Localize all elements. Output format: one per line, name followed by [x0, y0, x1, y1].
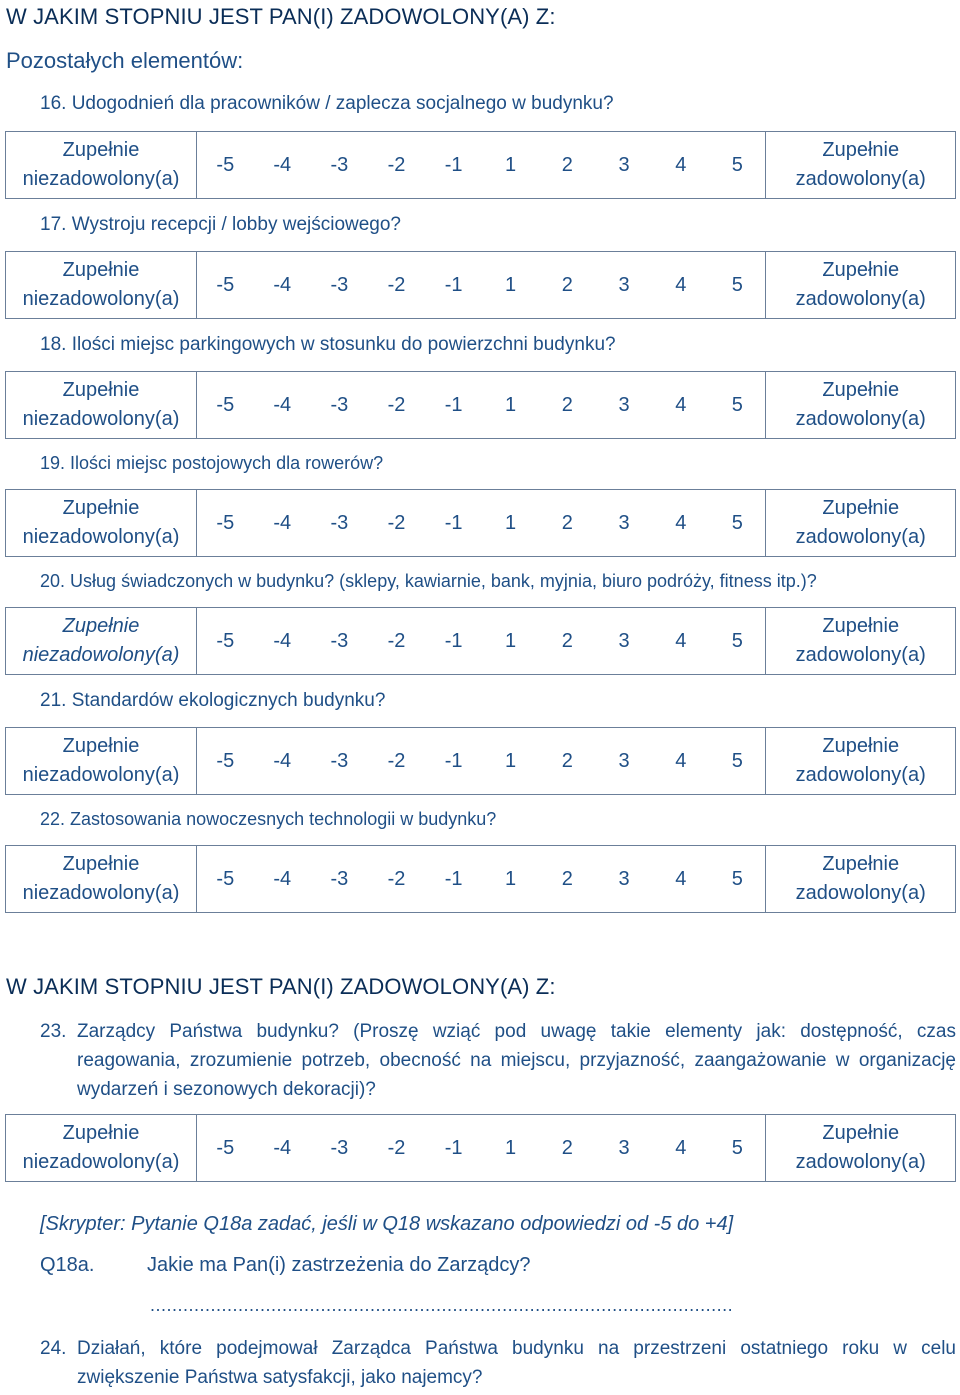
section-heading-2: W JAKIM STOPNIU JEST PAN(I) ZADOWOLONY(A) Z:	[6, 974, 556, 999]
scale-option[interactable]: -2	[368, 728, 425, 795]
scale-max-label: Zupełnie zadowolony(a)	[766, 252, 956, 319]
scale-option[interactable]: -4	[254, 252, 311, 319]
scale-option[interactable]: 1	[482, 372, 539, 439]
question-number: 24.	[40, 1338, 67, 1359]
scale-option[interactable]: 2	[539, 132, 596, 199]
rating-scale-18	[5, 371, 956, 439]
scale-option[interactable]: 3	[596, 132, 653, 199]
scale-option[interactable]: -3	[311, 372, 368, 439]
question-number: 23.	[40, 1021, 67, 1042]
question-text: Ilości miejsc postojowych dla rowerów?	[70, 453, 384, 473]
q18a-question-text: Jakie ma Pan(i) zastrzeżenia do Zarządcy?	[147, 1254, 531, 1276]
question-21	[40, 690, 385, 712]
scale-option[interactable]: 5	[709, 132, 766, 199]
scale-option[interactable]: 4	[652, 132, 709, 199]
scale-option[interactable]: 2	[539, 490, 596, 557]
scale-min-label: Zupełnie niezadowolony(a)	[6, 132, 197, 199]
scale-option[interactable]: -2	[368, 1115, 425, 1182]
scale-option[interactable]: -5	[197, 728, 254, 795]
scale-option[interactable]: -1	[425, 1115, 482, 1182]
scale-option[interactable]: -2	[368, 490, 425, 557]
scale-option[interactable]: -5	[197, 372, 254, 439]
scale-option[interactable]: -4	[254, 372, 311, 439]
scale-option[interactable]: 2	[539, 846, 596, 913]
scale-option[interactable]: 4	[652, 372, 709, 439]
scale-option[interactable]: 3	[596, 728, 653, 795]
scale-option[interactable]: 1	[482, 252, 539, 319]
question-text: Ilości miejsc parkingowych w stosunku do powierzchni budynku?	[71, 334, 616, 355]
question-17	[40, 214, 401, 236]
scale-max-label: Zupełnie zadowolony(a)	[766, 728, 956, 795]
rating-scale-19	[5, 489, 956, 557]
rating-scale-16	[5, 131, 956, 199]
question-number: 18.	[40, 334, 67, 355]
rating-scale-21	[5, 727, 956, 795]
scripter-instruction: [Skrypter: Pytanie Q18a zadać, jeśli w Q18 wskazano odpowiedzi od -5 do +4]	[40, 1213, 734, 1235]
scale-option[interactable]: -2	[368, 372, 425, 439]
scale-option[interactable]: 5	[709, 728, 766, 795]
scale-option[interactable]: 1	[482, 132, 539, 199]
question-number: 16.	[40, 93, 67, 114]
scale-option[interactable]: -3	[311, 132, 368, 199]
scale-option[interactable]: -2	[368, 252, 425, 319]
question-text: Zastosowania nowoczesnych technologii w budynku?	[70, 809, 497, 829]
scale-option[interactable]: -1	[425, 372, 482, 439]
scale-option[interactable]: -1	[425, 728, 482, 795]
scale-option[interactable]: -3	[311, 846, 368, 913]
scale-option[interactable]: 5	[709, 608, 766, 675]
scale-min-label: Zupełnie niezadowolony(a)	[6, 608, 197, 675]
scale-option[interactable]: -1	[425, 608, 482, 675]
scale-max-label: Zupełnie zadowolony(a)	[766, 372, 956, 439]
scale-option[interactable]: 4	[652, 608, 709, 675]
scale-option[interactable]: -5	[197, 1115, 254, 1182]
rating-scale-22	[5, 845, 956, 913]
scale-option[interactable]: 3	[596, 1115, 653, 1182]
rating-scale-17	[5, 251, 956, 319]
question-19	[40, 453, 383, 474]
question-23	[40, 1017, 956, 1104]
subsection-heading: Pozostałych elementów:	[6, 48, 244, 73]
question-text: Udogodnień dla pracowników / zaplecza socjalnego w budynku?	[71, 93, 614, 114]
scale-option[interactable]: 4	[652, 490, 709, 557]
scale-max-label: Zupełnie zadowolony(a)	[766, 608, 956, 675]
scale-option[interactable]: 4	[652, 1115, 709, 1182]
scale-option[interactable]: 3	[596, 608, 653, 675]
scale-option[interactable]: 4	[652, 252, 709, 319]
scale-min-label: Zupełnie niezadowolony(a)	[6, 252, 197, 319]
scale-option[interactable]: -5	[197, 608, 254, 675]
scale-option[interactable]: -4	[254, 728, 311, 795]
scale-option[interactable]: 2	[539, 728, 596, 795]
question-number: 22.	[40, 809, 66, 829]
scale-option[interactable]: 5	[709, 372, 766, 439]
question-text: Zarządcy Państwa budynku? (Proszę wziąć pod uwagę takie elementy jak: dostępność, czas reagowania, zrozumienie potrzeb, obecność na miejscu, przyjazność, zaangażowanie w organizację wydarzeń i sezonowych dekoracji)?	[77, 1021, 956, 1100]
scale-min-label: Zupełnie niezadowolony(a)	[6, 728, 197, 795]
scale-option[interactable]: -5	[197, 490, 254, 557]
scale-option[interactable]: -1	[425, 252, 482, 319]
question-text: Wystroju recepcji / lobby wejściowego?	[71, 214, 402, 235]
scale-option[interactable]: 1	[482, 846, 539, 913]
q18a-label: Q18a.	[40, 1254, 95, 1276]
question-number: 20.	[40, 571, 66, 591]
scale-option[interactable]: 5	[709, 252, 766, 319]
scale-option[interactable]: 1	[482, 728, 539, 795]
question-number: 17.	[40, 214, 67, 235]
scale-option[interactable]: 5	[709, 490, 766, 557]
scale-option[interactable]: 4	[652, 728, 709, 795]
scale-option[interactable]: -3	[311, 728, 368, 795]
question-22	[40, 809, 496, 830]
rating-scale-23	[5, 1114, 956, 1182]
scale-option[interactable]: -3	[311, 608, 368, 675]
scale-option[interactable]: -5	[197, 846, 254, 913]
scale-option[interactable]: 5	[709, 1115, 766, 1182]
question-number: 21.	[40, 690, 67, 711]
scale-max-label: Zupełnie zadowolony(a)	[766, 132, 956, 199]
scale-max-label: Zupełnie zadowolony(a)	[766, 846, 956, 913]
scale-option[interactable]: -2	[368, 608, 425, 675]
scale-min-label: Zupełnie niezadowolony(a)	[6, 1115, 197, 1182]
question-text: Usług świadczonych w budynku? (sklepy, kawiarnie, bank, myjnia, biuro podróży, fitness itp.)?	[70, 571, 817, 591]
scale-option[interactable]: -4	[254, 608, 311, 675]
question-20	[40, 571, 817, 592]
scale-option[interactable]: 3	[596, 490, 653, 557]
scale-option[interactable]: -4	[254, 1115, 311, 1182]
scale-option[interactable]: -2	[368, 846, 425, 913]
scale-option[interactable]: 1	[482, 1115, 539, 1182]
scale-option[interactable]: 2	[539, 1115, 596, 1182]
scale-option[interactable]: -3	[311, 252, 368, 319]
scale-option[interactable]: 2	[539, 372, 596, 439]
scale-option[interactable]: 4	[652, 846, 709, 913]
scale-min-label: Zupełnie niezadowolony(a)	[6, 490, 197, 557]
question-18	[40, 334, 616, 356]
scale-option[interactable]: -4	[254, 846, 311, 913]
scale-option[interactable]: -4	[254, 490, 311, 557]
scale-option[interactable]: -4	[254, 132, 311, 199]
scale-min-label: Zupełnie niezadowolony(a)	[6, 372, 197, 439]
scale-option[interactable]: -5	[197, 132, 254, 199]
section-heading: W JAKIM STOPNIU JEST PAN(I) ZADOWOLONY(A) Z:	[6, 4, 556, 29]
scale-option[interactable]: -5	[197, 252, 254, 319]
question-number: 19.	[40, 453, 66, 473]
question-text: Działań, które podejmował Zarządca Państwa budynku na przestrzeni ostatniego roku w celu zwiększenie Państwa satysfakcji, jako najemcy?	[77, 1338, 956, 1388]
scale-option[interactable]: 3	[596, 846, 653, 913]
scale-option[interactable]: -3	[311, 1115, 368, 1182]
scale-option[interactable]: -2	[368, 132, 425, 199]
scale-option[interactable]: -1	[425, 132, 482, 199]
scale-option[interactable]: 1	[482, 608, 539, 675]
scale-option[interactable]: 3	[596, 252, 653, 319]
scale-option[interactable]: 2	[539, 252, 596, 319]
scale-option[interactable]: 5	[709, 846, 766, 913]
answer-line[interactable]: ..........................................................................................................	[150, 1295, 734, 1315]
scale-option[interactable]: 2	[539, 608, 596, 675]
scale-option[interactable]: 1	[482, 490, 539, 557]
rating-scale-20	[5, 607, 956, 675]
question-24	[40, 1334, 956, 1392]
scale-option[interactable]: 3	[596, 372, 653, 439]
scale-option[interactable]: -1	[425, 490, 482, 557]
scale-max-label: Zupełnie zadowolony(a)	[766, 490, 956, 557]
question-16	[40, 93, 614, 115]
question-text: Standardów ekologicznych budynku?	[71, 690, 386, 711]
scale-min-label: Zupełnie niezadowolony(a)	[6, 846, 197, 913]
scale-option[interactable]: -3	[311, 490, 368, 557]
scale-option[interactable]: -1	[425, 846, 482, 913]
scale-max-label: Zupełnie zadowolony(a)	[766, 1115, 956, 1182]
